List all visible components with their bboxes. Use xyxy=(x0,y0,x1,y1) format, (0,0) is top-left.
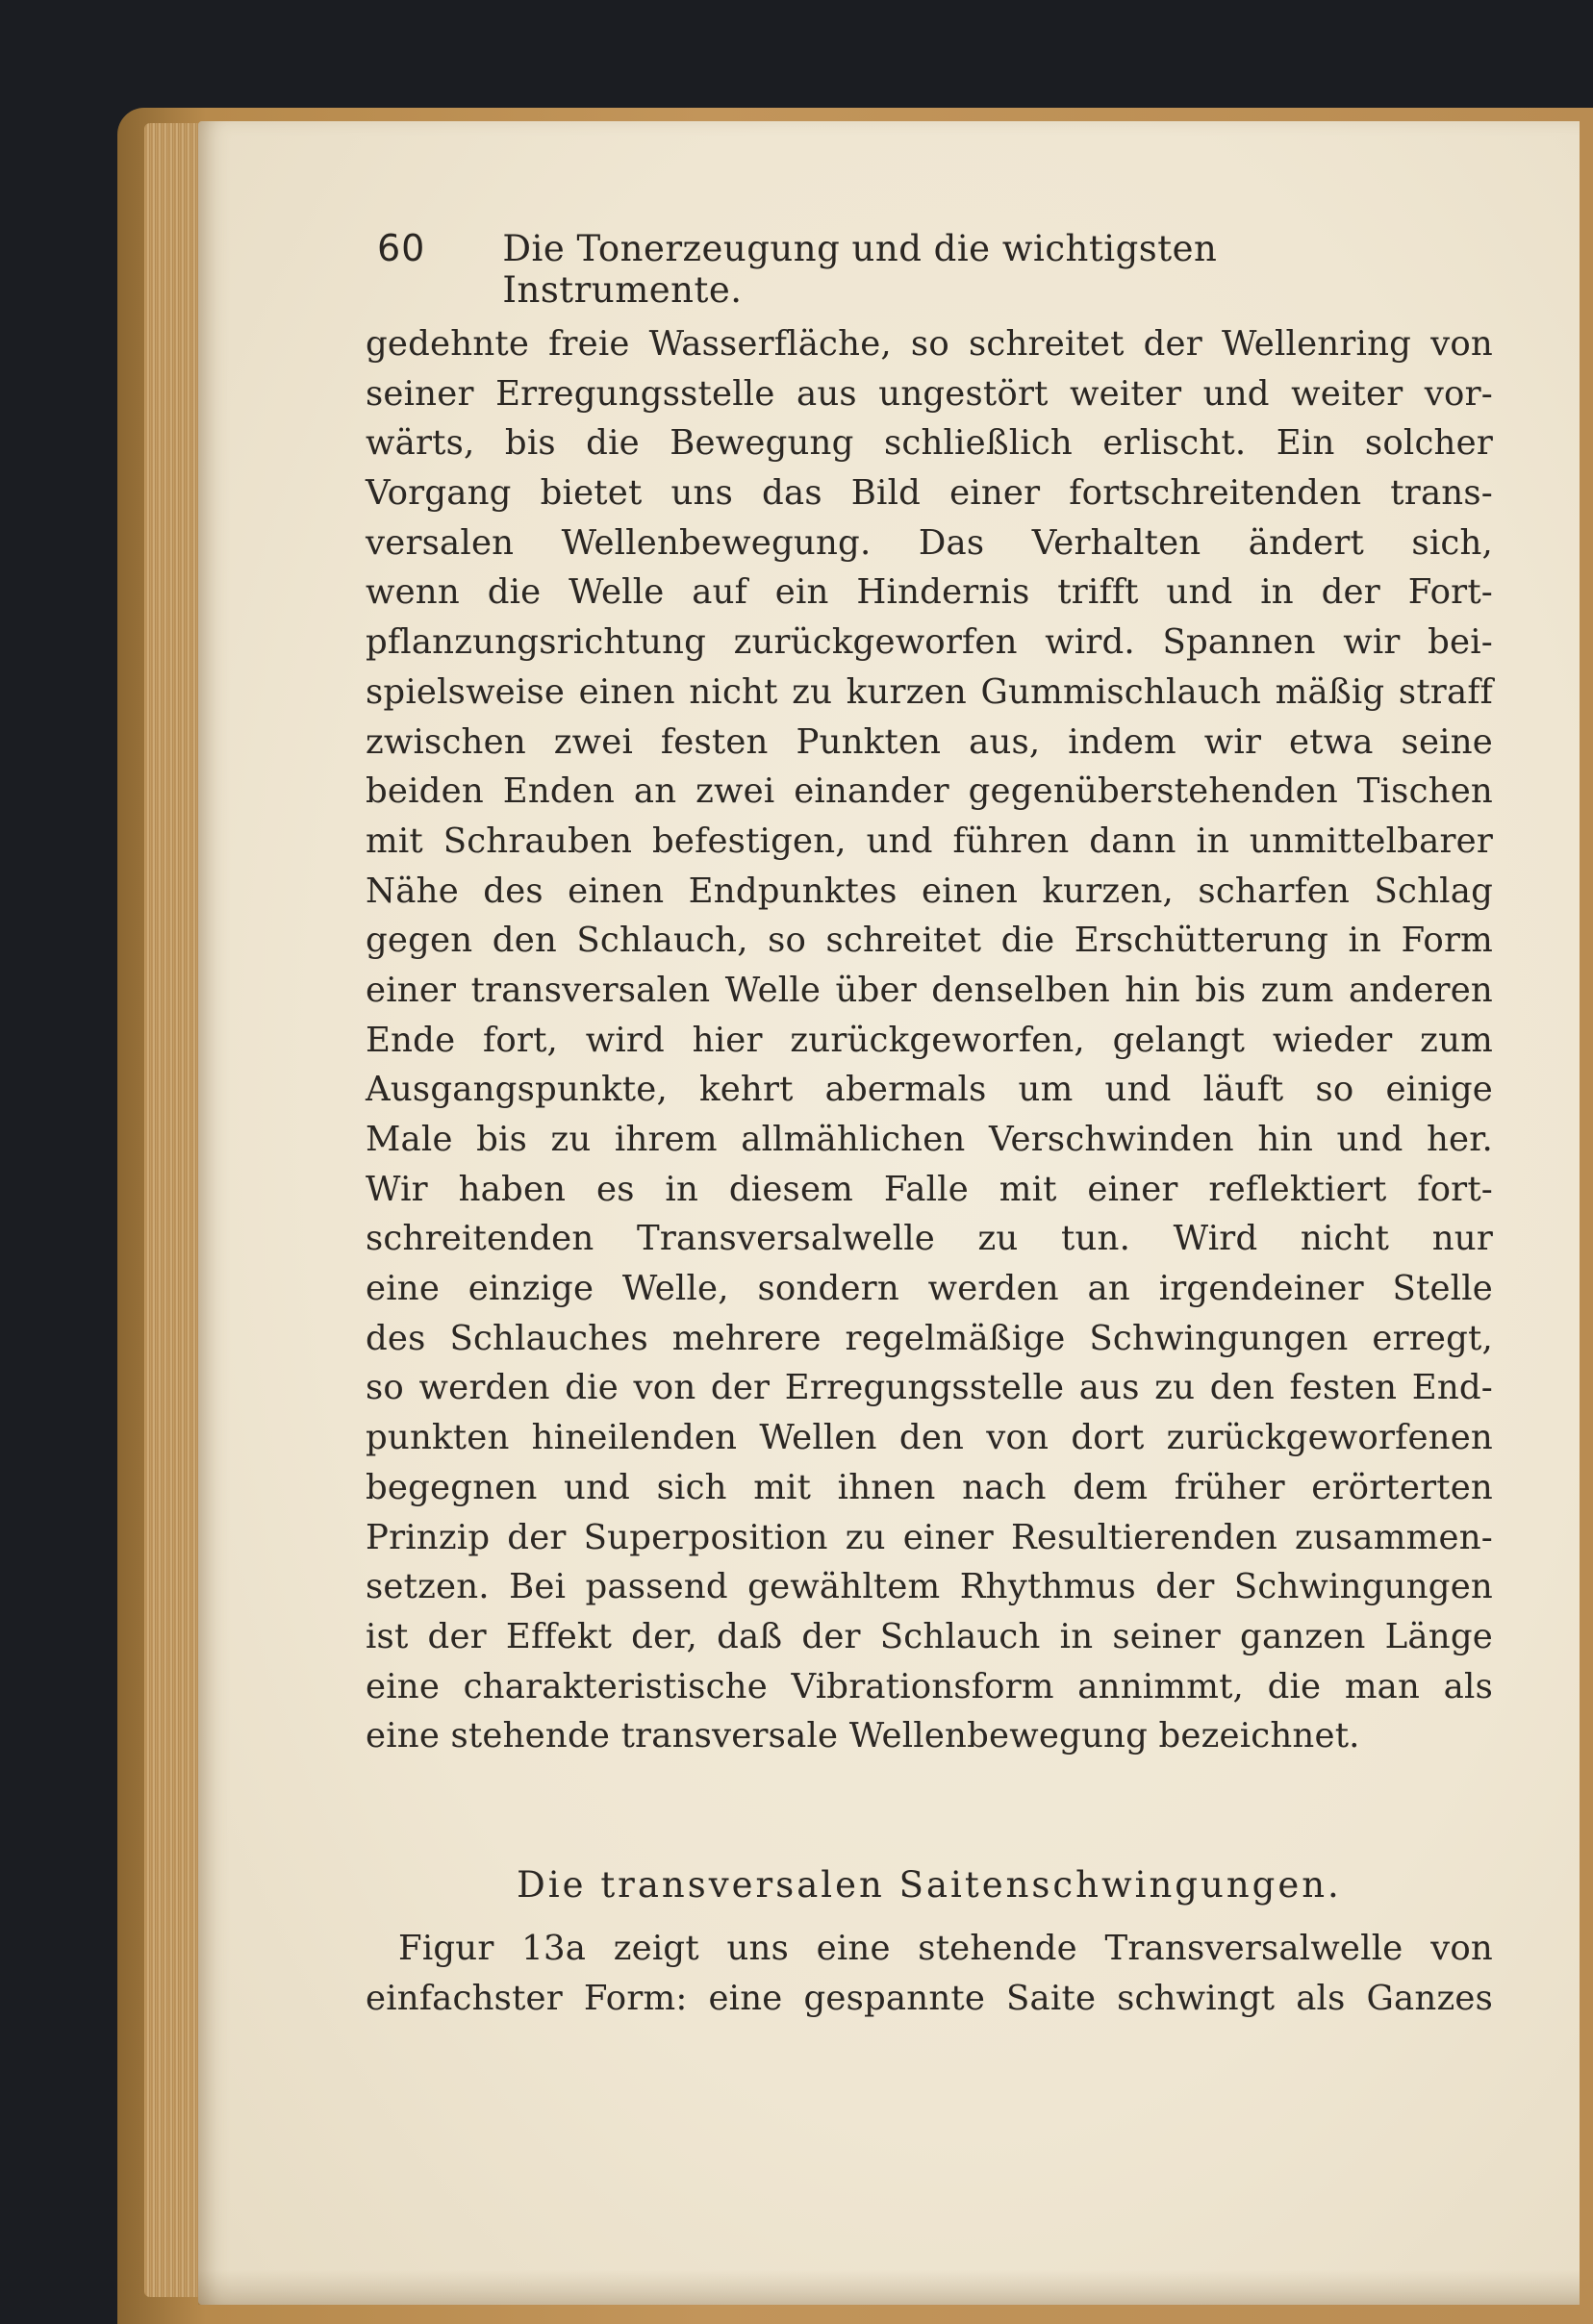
text-line: Wir haben es in diesem Falle mit einer reflektiert fort- xyxy=(366,1169,1493,1209)
text-line: spielsweise einen nicht zu kurzen Gummischlauch mäßig straff xyxy=(366,671,1493,712)
text-line: eine charakteristische Vibrationsform annimmt, die man als xyxy=(366,1666,1493,1706)
text-line: zwischen zwei festen Punkten aus, indem wir etwa seine xyxy=(366,721,1493,762)
text-line: mit Schrauben befestigen, und führen dann in unmittelbarer xyxy=(366,821,1493,861)
running-title: Die Tonerzeugung und die wichtigsten Instrumente. xyxy=(502,228,1218,311)
text-line: versalen Wellenbewegung. Das Verhalten ändert sich, xyxy=(366,522,1493,563)
text-line: gedehnte freie Wasserfläche, so schreitet der Wellenring von xyxy=(366,324,1493,364)
text-line: Ende fort, wird hier zurückgeworfen, gelangt wieder zum xyxy=(366,1020,1493,1060)
running-head xyxy=(377,227,1454,311)
section-heading: Die transversalen Saitenschwingungen. xyxy=(517,1864,1342,1906)
text-line: eine stehende transversale Wellenbewegung bezeichnet. xyxy=(366,1716,1360,1756)
text-line: Ausgangspunkte, kehrt abermals um und läuft so einige xyxy=(366,1070,1493,1110)
text-line: beiden Enden an zwei einander gegenüberstehenden Tischen xyxy=(366,771,1493,812)
text-line: begegnen und sich mit ihnen nach dem früher erörterten xyxy=(366,1467,1493,1507)
text-line: wenn die Welle auf ein Hindernis trifft und in der Fort- xyxy=(366,572,1493,613)
text-line: punkten hineilenden Wellen den von dort zurückgeworfenen xyxy=(366,1418,1493,1458)
text-line: eine einzige Welle, sondern werden an irgendeiner Stelle xyxy=(366,1269,1493,1309)
paragraph-2 xyxy=(366,1924,1493,2023)
text-line: einer transversalen Welle über denselben hin bis zum anderen xyxy=(366,970,1493,1010)
paragraph-1 xyxy=(366,319,1493,1761)
text-line: so werden die von der Erregungsstelle aus zu den festen End- xyxy=(366,1368,1493,1408)
text-line: Male bis zu ihrem allmählichen Verschwinden hin und her. xyxy=(366,1120,1493,1159)
text-line: Figur 13a zeigt uns eine stehende Transversalwelle von xyxy=(398,1929,1493,1968)
text-line: Prinzip der Superposition zu einer Resultierenden zusammen- xyxy=(366,1517,1493,1557)
text-line: seiner Erregungsstelle aus ungestört weiter und weiter vor- xyxy=(366,373,1493,414)
page-bottom-shadow xyxy=(198,2270,1580,2305)
text-line: Vorgang bietet uns das Bild einer fortschreitenden trans- xyxy=(366,473,1493,514)
text-line: gegen den Schlauch, so schreitet die Erschütterung in Form xyxy=(366,921,1493,961)
page-number: 60 xyxy=(377,227,426,269)
text-line: setzen. Bei passend gewähltem Rhythmus der Schwingungen xyxy=(366,1567,1493,1607)
text-line: ist der Effekt der, daß der Schlauch in seiner ganzen Länge xyxy=(366,1616,1493,1656)
text-line: schreitenden Transversalwelle zu tun. Wird nicht nur xyxy=(366,1219,1493,1259)
page-edges xyxy=(144,123,204,2297)
text-line: einfachster Form: eine gespannte Saite schwingt als Ganzes xyxy=(366,1978,1493,2018)
text-line: pflanzungsrichtung zurückgeworfen wird. Spannen wir bei- xyxy=(366,622,1493,663)
text-line: wärts, bis die Bewegung schließlich erlischt. Ein solcher xyxy=(366,423,1493,464)
text-line: Nähe des einen Endpunktes einen kurzen, scharfen Schlag xyxy=(366,871,1493,911)
text-line: des Schlauches mehrere regelmäßige Schwingungen erregt, xyxy=(366,1318,1493,1358)
